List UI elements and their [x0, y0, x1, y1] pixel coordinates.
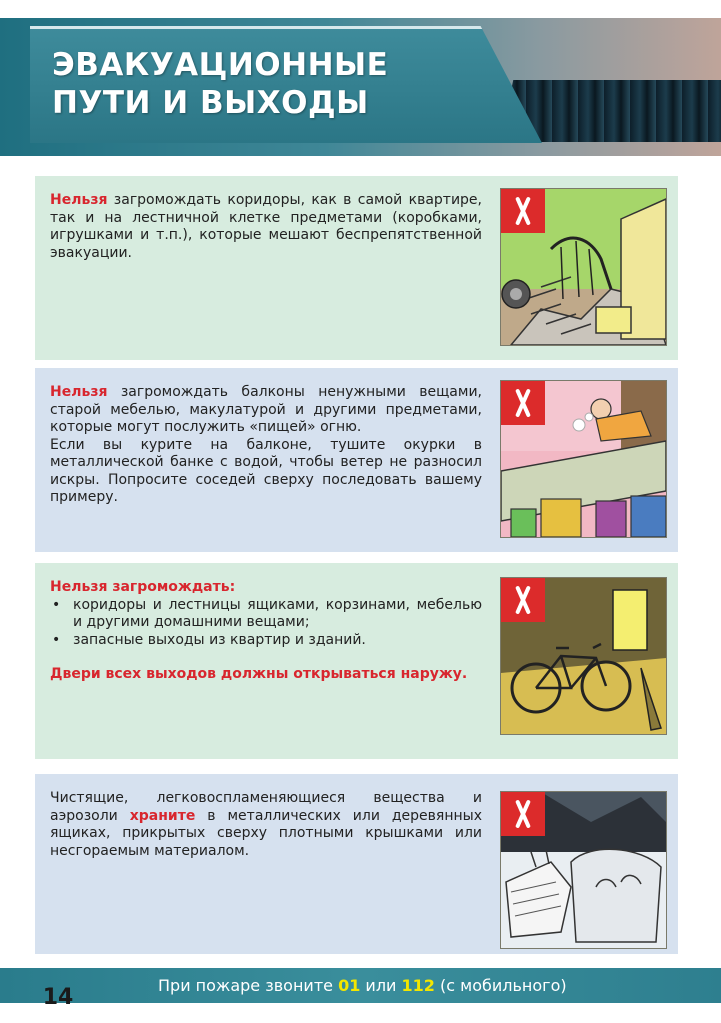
emergency-number-01: 01 — [338, 976, 361, 995]
bicycle-in-corridor-illustration — [500, 577, 667, 735]
doors-warning: Двери всех выходов должны открываться наружу. — [50, 666, 468, 682]
section-exits — [35, 563, 678, 759]
prohibited-x-icon — [501, 381, 545, 425]
section-heading: Нельзя загромождать: — [50, 579, 236, 595]
smoker-on-balcony-illustration — [500, 380, 667, 538]
page-number: 14 — [42, 985, 74, 1010]
prohibited-x-icon — [501, 189, 545, 233]
section-text — [50, 384, 482, 507]
prohibition-list — [50, 597, 482, 650]
section-balconies — [35, 368, 678, 552]
section-body: загромождать балконы ненужными вещами, старой мебелью, макулатурой и другими предметами, которые могут послужить «пищей» огню. — [50, 384, 482, 435]
store-label: храните — [129, 807, 196, 824]
cluttered-stairwell-illustration — [500, 188, 667, 346]
forbidden-label: Нельзя — [50, 384, 108, 400]
section-text — [50, 790, 482, 860]
emergency-call-note — [158, 976, 658, 996]
prohibited-x-icon — [501, 792, 545, 836]
section-text — [50, 579, 482, 684]
list-item: • коридоры и лестницы ящиками, корзинами, мебелью и другими домашними вещами; — [50, 597, 482, 632]
section-body: загромождать коридоры, как в самой квартире, так и на лестничной клетке предметами (коробками, игрушками и т.п.), которые мешают беспрепятственной эвакуации. — [50, 192, 482, 261]
page-title-line-2: ПУТИ И ВЫХОДЫ — [52, 85, 369, 121]
forbidden-label: Нельзя — [50, 192, 108, 208]
section-body: Чистящие, легковоспламеняющиеся вещества и аэрозоли — [50, 790, 482, 824]
prohibited-x-icon — [501, 578, 545, 622]
section-corridors — [35, 176, 678, 360]
section-text — [50, 192, 482, 262]
footer-prefix: При пожаре звоните — [158, 976, 339, 995]
section-body-end: в металлических или деревянных ящиках, прикрытых сверху плотными крышками или несгораемым материалом. — [50, 807, 482, 859]
page-title-line-1: ЭВАКУАЦИОННЫЕ — [52, 47, 389, 83]
footer-middle: или — [360, 976, 402, 995]
emergency-number-112: 112 — [401, 976, 435, 995]
section-body-2: Если вы курите на балконе, тушите окурки в металлической банке с водой, чтобы ветер не разносил искры. Попросите соседей сверху последовать вашему примеру. — [50, 436, 482, 505]
stored-junk-illustration — [500, 791, 667, 949]
section-flammables — [35, 774, 678, 954]
footer-suffix: (с мобильного) — [434, 976, 567, 995]
page-title — [52, 46, 472, 122]
list-item: • запасные выходы из квартир и зданий. — [50, 632, 482, 650]
